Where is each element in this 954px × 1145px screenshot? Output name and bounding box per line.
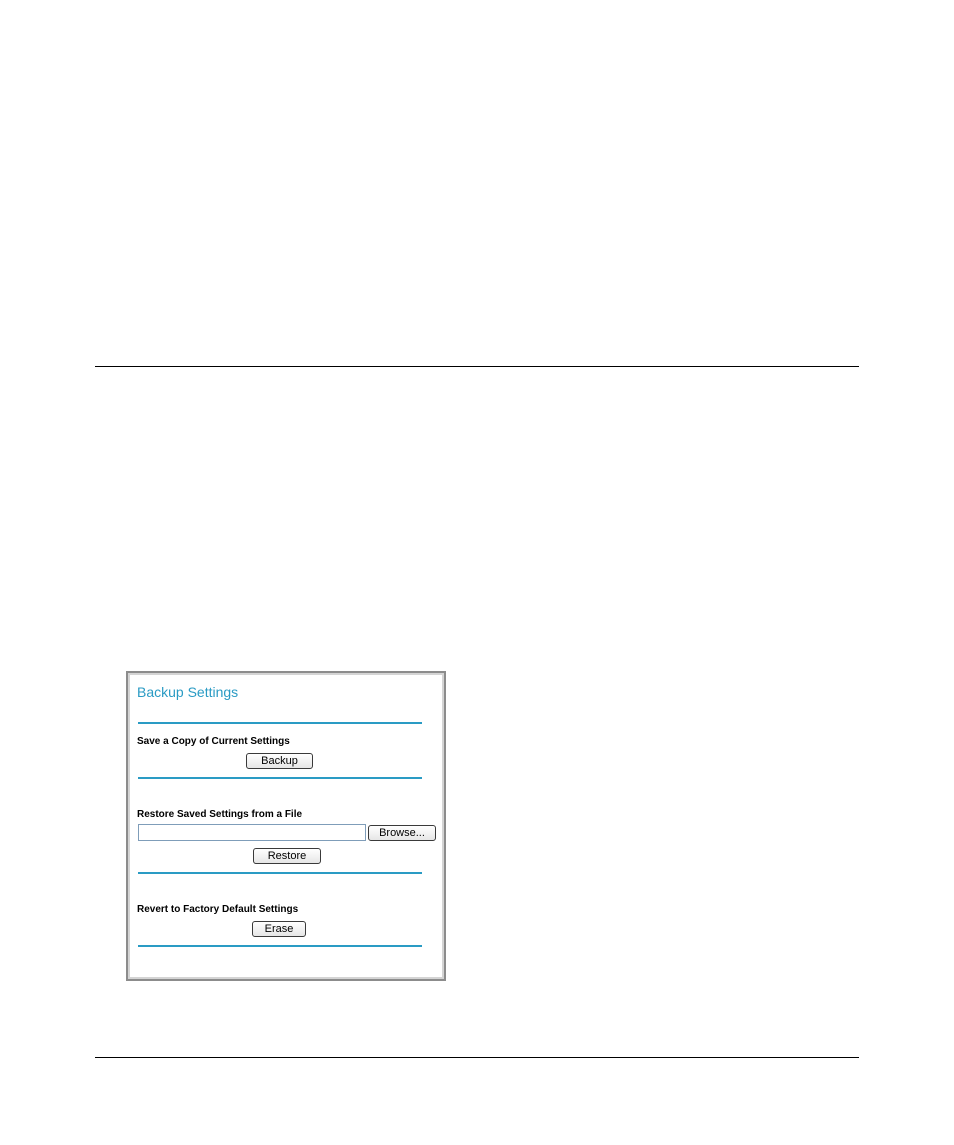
restore-file-input[interactable]	[138, 824, 366, 841]
restore-button[interactable]: Restore	[253, 848, 321, 864]
erase-divider	[138, 945, 422, 947]
backup-section-label: Save a Copy of Current Settings	[137, 736, 290, 747]
page-top-rule	[95, 366, 859, 367]
page-bottom-rule	[95, 1057, 859, 1058]
backup-divider	[138, 777, 422, 779]
browse-button[interactable]: Browse...	[368, 825, 436, 841]
restore-divider	[138, 872, 422, 874]
erase-section-label: Revert to Factory Default Settings	[137, 904, 299, 915]
title-divider	[138, 722, 422, 724]
panel-title: Backup Settings	[137, 684, 239, 700]
erase-button[interactable]: Erase	[252, 921, 306, 937]
backup-settings-panel	[126, 671, 446, 981]
restore-section-label: Restore Saved Settings from a File	[137, 809, 303, 820]
backup-button[interactable]: Backup	[246, 753, 313, 769]
